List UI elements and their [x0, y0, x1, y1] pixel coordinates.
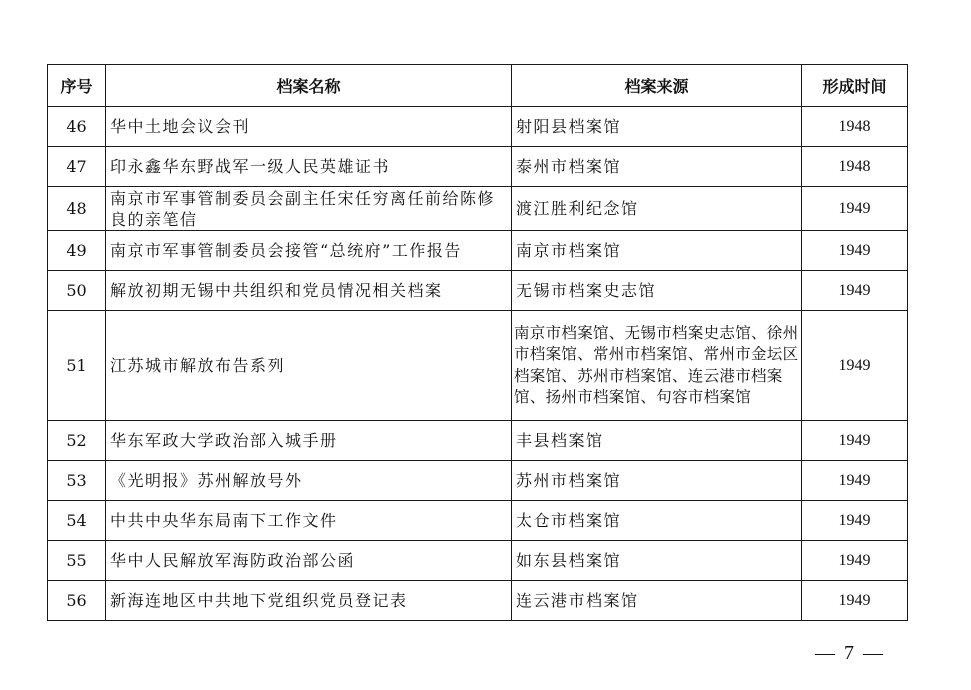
row-name: 南京市军事管制委员会接管“总统府”工作报告: [106, 231, 512, 271]
table-row: [48, 107, 908, 147]
row-no: 52: [48, 421, 106, 461]
table-row: [48, 581, 908, 621]
row-source: 泰州市档案馆: [512, 147, 802, 187]
row-year: 1949: [802, 501, 908, 541]
table-row: [48, 461, 908, 501]
header-year: 形成时间: [802, 65, 908, 107]
row-year: 1948: [802, 147, 908, 187]
row-no: 56: [48, 581, 106, 621]
row-source: 苏州市档案馆: [512, 461, 802, 501]
row-no: 55: [48, 541, 106, 581]
row-no: 51: [48, 311, 106, 421]
row-source: 如东县档案馆: [512, 541, 802, 581]
table-row: [48, 187, 908, 231]
row-source: 南京市档案馆、无锡市档案史志馆、徐州市档案馆、常州市档案馆、常州市金坛区档案馆、苏州市档案馆、连云港市档案馆、扬州市档案馆、句容市档案馆: [512, 311, 802, 421]
page-number: — 7 —: [815, 642, 885, 664]
row-name: 江苏城市解放布告系列: [106, 311, 512, 421]
row-name: 华中人民解放军海防政治部公函: [106, 541, 512, 581]
row-no: 54: [48, 501, 106, 541]
row-no: 49: [48, 231, 106, 271]
row-year: 1949: [802, 421, 908, 461]
row-name: 印永鑫华东野战军一级人民英雄证书: [106, 147, 512, 187]
row-name: 南京市军事管制委员会副主任宋任穷离任前给陈修良的亲笔信: [106, 187, 512, 231]
row-year: 1949: [802, 541, 908, 581]
row-source: 南京市档案馆: [512, 231, 802, 271]
row-name: 新海连地区中共地下党组织党员登记表: [106, 581, 512, 621]
table-header-row: [48, 65, 908, 107]
row-no: 46: [48, 107, 106, 147]
row-year: 1949: [802, 581, 908, 621]
row-source: 渡江胜利纪念馆: [512, 187, 802, 231]
row-name: 《光明报》苏州解放号外: [106, 461, 512, 501]
row-year: 1949: [802, 271, 908, 311]
table-row: [48, 421, 908, 461]
header-name: 档案名称: [106, 65, 512, 107]
row-year: 1949: [802, 311, 908, 421]
row-name: 华中土地会议会刊: [106, 107, 512, 147]
table-row: [48, 231, 908, 271]
table-row: [48, 271, 908, 311]
row-source: 连云港市档案馆: [512, 581, 802, 621]
row-no: 48: [48, 187, 106, 231]
row-year: 1949: [802, 187, 908, 231]
row-year: 1949: [802, 461, 908, 501]
row-year: 1949: [802, 231, 908, 271]
row-name: 中共中央华东局南下工作文件: [106, 501, 512, 541]
archive-table: [47, 64, 908, 621]
row-no: 47: [48, 147, 106, 187]
row-name: 华东军政大学政治部入城手册: [106, 421, 512, 461]
header-source: 档案来源: [512, 65, 802, 107]
header-no: 序号: [48, 65, 106, 107]
row-source: 丰县档案馆: [512, 421, 802, 461]
row-source: 无锡市档案史志馆: [512, 271, 802, 311]
table-row: [48, 501, 908, 541]
row-year: 1948: [802, 107, 908, 147]
table-row: [48, 147, 908, 187]
row-source: 射阳县档案馆: [512, 107, 802, 147]
table-row: [48, 541, 908, 581]
row-no: 50: [48, 271, 106, 311]
table-row: [48, 311, 908, 421]
row-source: 太仓市档案馆: [512, 501, 802, 541]
row-no: 53: [48, 461, 106, 501]
row-name: 解放初期无锡中共组织和党员情况相关档案: [106, 271, 512, 311]
